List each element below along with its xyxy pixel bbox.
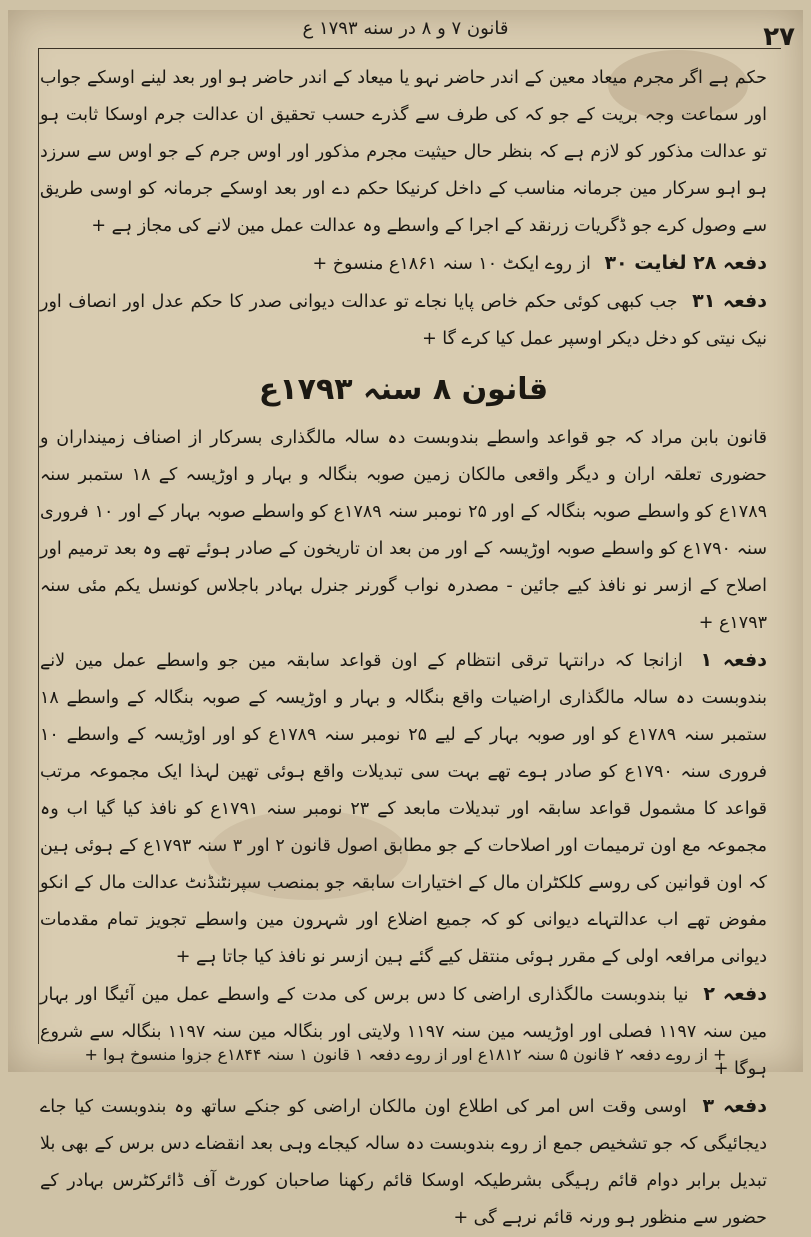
regulation-title: قانون ۸ سنہ ۱۷۹۳ع	[258, 372, 549, 407]
section-28-30	[40, 245, 767, 283]
section-text: نیا بندوبست مالگذاری اراضی کا دس برس کی مدت کے واسطے عمل مین آئیگا اور بہار مین سنہ ۱۱۹۷ فصلی اور اوڑیسہ مین سنہ ۱۱۹۷ ولایتی اور بنگالہ مین سنہ ۱۱۹۷ بنگالہ سے شروع ہوگا +	[40, 985, 767, 1079]
section-text: جب کبھی کوئی حکم خاص پایا نجاے تو عدالت دیوانی صدر کا حکم عدل اور انصاف اور نیک نیتی کو دخل دیکر اوسپر عمل کیا کرے گا +	[40, 292, 767, 349]
section-label: دفعہ ۲	[703, 983, 767, 1005]
section-text: اوسی وقت اس امر کی اطلاع اون مالکان اراضی کو جنکے ساتھ وہ بندوبست کیا جاے دیجائیگی کہ جو تشخیص جمع از روے بندوبست دہ سالہ کیجاے وہی بعد انقضاے دس برس کے بھی بلا تبدیل برابر دوام قائم رہیگی بشرطیکہ اوسکا قائم رکھنا صاحبان کورٹ آف ڈائرکٹرس بہادر کے حضور سے منظور ہو ورنہ قائم نرہے گی +	[40, 1097, 767, 1228]
section-text: ازانجا کہ درانتہا ترقی انتظام کے اون قواعد سابقہ مین جو واسطے عمل مین لانے بندوبست دہ سالہ مالگذاری اراضیات واقع بنگالہ و بہار و اوڑیسہ کے صوبہ بنگالہ کے واسطے ۱۸ ستمبر سنہ ۱۷۸۹ع کو اور صوبہ بہار کے لیے ۲۵ نومبر سنہ ۱۷۸۹ع کو اور اوڑیسہ کے واسطے ۱۰ فروری سنہ ۱۷۹۰ع کو صادر ہوے تھے بہت سی تبدیلات واقع ہوئی تھین لہذا ایک مجموعہ مرتب قواعد کا مشمول قواعد سابقہ اور تبدیلات مابعد کے ۲۳ نومبر سنہ ۱۷۹۱ع کو نافذ کیا گیا اب وہ مجموعہ مع اون ترمیمات اور اصلاحات کے جو مطابق اصول قانون ۲ اور ۳ سنہ ۱۷۹۳ع کے ہوئی ہین کہ اون قوانین کی روسے کلکٹران مال کے اختیارات سابقہ جو بمنصب سپرنٹنڈنٹ عدالت مال کے انکو مفوض تھے اب عدالتہاے دیوانی کو کہ جمیع اضلاع اور شہرون مین واسطے تجویز تمام مقدمات دیوانی مرافعہ اولی کے مقرر ہوئی منتقل کیے گئے ہین ازسر نو نافذ کیا جاتا ہے +	[40, 651, 768, 967]
page-number: ۲۷	[763, 22, 795, 52]
section-31	[40, 283, 767, 358]
section-1	[40, 642, 767, 976]
section-label: دفعہ ۳	[702, 1095, 767, 1117]
section-label: دفعہ ۱	[700, 649, 767, 671]
section-label: دفعہ ۲۸ لغایت ۳۰	[604, 252, 767, 274]
section-text: حکم ہے اگر مجرم میعاد معین کے اندر حاضر نہو یا میعاد کے اندر حاضر ہو اور بعد لینے اوسکے جواب اور سماعت وجہ بریت کے جو کہ کی طرف سے گذرے حسب تحقیق ان عدالت جرم اوسکا ثابت ہو تو عدالت مذکور کو لازم ہے کہ بنظر حال حیثیت مجرم مذکور اور اوس جرم کے جو اوس سے سرزد ہو اہو سرکار مین جرمانہ مناسب کے داخل کرنیکا حکم دے اور بعد اوسکے جرمانہ کو اوسی طریق سے وصول کرے جو ڈگریات زرنقد کے اجرا کے واسطے وہ عدالت عمل مین لانے کی مجاز ہے +	[40, 68, 767, 236]
section-3	[40, 1088, 767, 1237]
section-2	[40, 976, 767, 1088]
section-label: دفعہ ۳۱	[692, 290, 767, 312]
running-title: قانون ۷ و ۸ در سنه ۱۷۹۳ ع	[302, 18, 509, 39]
preamble: قانون بابن مراد کہ جو قواعد واسطے بندوبست دہ سالہ مالگذاری بسرکار از اصناف زمینداران و حضوری تعلقہ اران و دیگر واقعی مالکان زمین صوبہ بنگالہ و بہار و اوڑیسہ کے ۱۸ ستمبر سنہ ۱۷۸۹ع کو واسطے صوبہ بنگالہ کے اور ۲۵ نومبر سنہ ۱۷۸۹ع کو واسطے صوبہ بہار کے اور ۱۰ فروری سنہ ۱۷۹۰ع کو واسطے صوبہ اوڑیسہ کے اور من بعد ان تاریخون کے صادر ہوئے تھے وہ بعد ترمیم اور اصلاح کے ازسر نو نافذ کیے جائین - مصدرہ نواب گورنر جنرل بہادر باجلاس کونسل یکم مئی سنہ ۱۷۹۳ع +	[40, 428, 768, 633]
section-text: از روے ایکٹ ۱۰ سنہ ۱۸۶۱ع منسوخ +	[312, 254, 591, 274]
section-continuation	[40, 60, 767, 245]
footnote: + از روے دفعہ ۲ قانون ۵ سنہ ۱۸۱۲ع اور از روے دفعہ ۱ قانون ۱ سنہ ۱۸۴۴ع جزوا منسوخ ہوا +	[84, 1045, 727, 1064]
scanned-page	[8, 10, 803, 1228]
